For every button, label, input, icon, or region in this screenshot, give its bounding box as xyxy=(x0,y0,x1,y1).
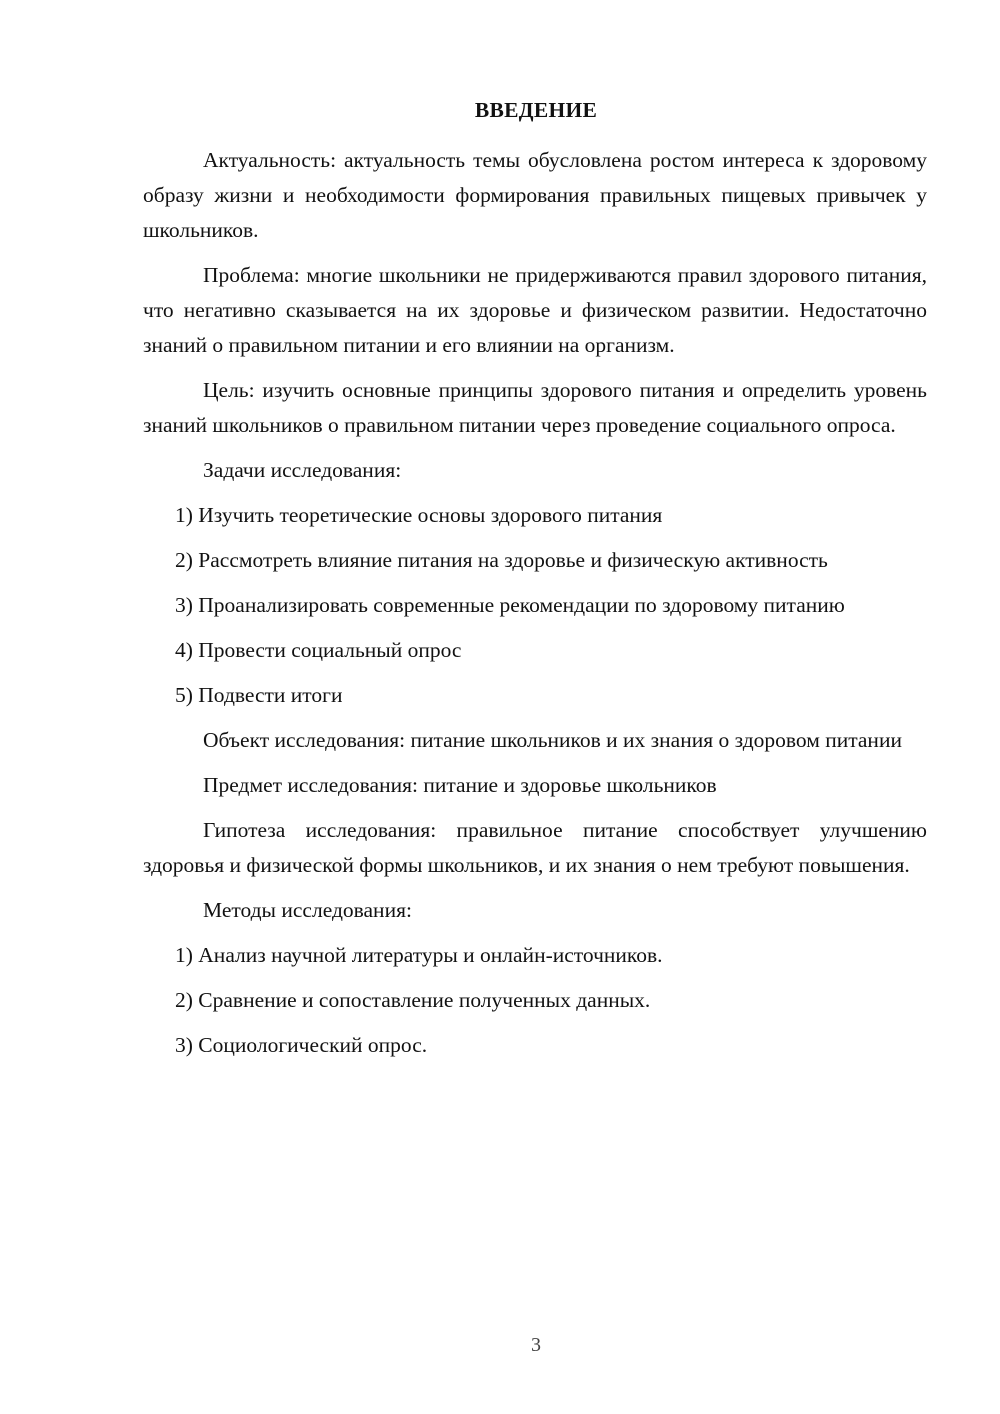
paragraph-problem: Проблема: многие школьники не придерживаются правил здорового питания, что негативно сказывается на их здоровье и физическом развитии. Недостаточно знаний о правильном питании и его влиянии на организм. xyxy=(143,263,927,357)
paragraph-goal: Цель: изучить основные принципы здорового питания и определить уровень знаний школьников о правильном питании через проведение социального опроса. xyxy=(143,378,927,437)
method-item-2: 2) Сравнение и сопоставление полученных данных. xyxy=(175,988,651,1012)
section-heading: ВВЕДЕНИЕ xyxy=(474,98,598,122)
paragraph-object: Объект исследования: питание школьников и их знания о здоровом питании xyxy=(203,728,902,752)
task-item-1: 1) Изучить теоретические основы здорового питания xyxy=(175,503,663,527)
task-item-4: 4) Провести социальный опрос xyxy=(175,638,462,662)
task-item-3: 3) Проанализировать современные рекомендации по здоровому питанию xyxy=(175,593,845,617)
method-item-1: 1) Анализ научной литературы и онлайн-источников. xyxy=(175,943,663,967)
paragraph-relevance: Актуальность: актуальность темы обусловлена ростом интереса к здоровому образу жизни и необходимости формирования правильных пищевых привычек у школьников. xyxy=(143,148,927,242)
paragraph-subject: Предмет исследования: питание и здоровье школьников xyxy=(203,773,717,797)
task-item-5: 5) Подвести итоги xyxy=(175,683,343,707)
task-item-2: 2) Рассмотреть влияние питания на здоровье и физическую активность xyxy=(175,548,828,572)
paragraph-tasks-heading: Задачи исследования: xyxy=(203,458,402,482)
paragraph-methods-heading: Методы исследования: xyxy=(203,898,412,922)
paragraph-hypothesis: Гипотеза исследования: правильное питание способствует улучшению здоровья и физической формы школьников, и их знания о нем требуют повышения. xyxy=(143,818,927,877)
page-number: 3 xyxy=(531,1334,541,1356)
method-item-3: 3) Социологический опрос. xyxy=(175,1033,428,1057)
document-body xyxy=(143,143,927,1073)
